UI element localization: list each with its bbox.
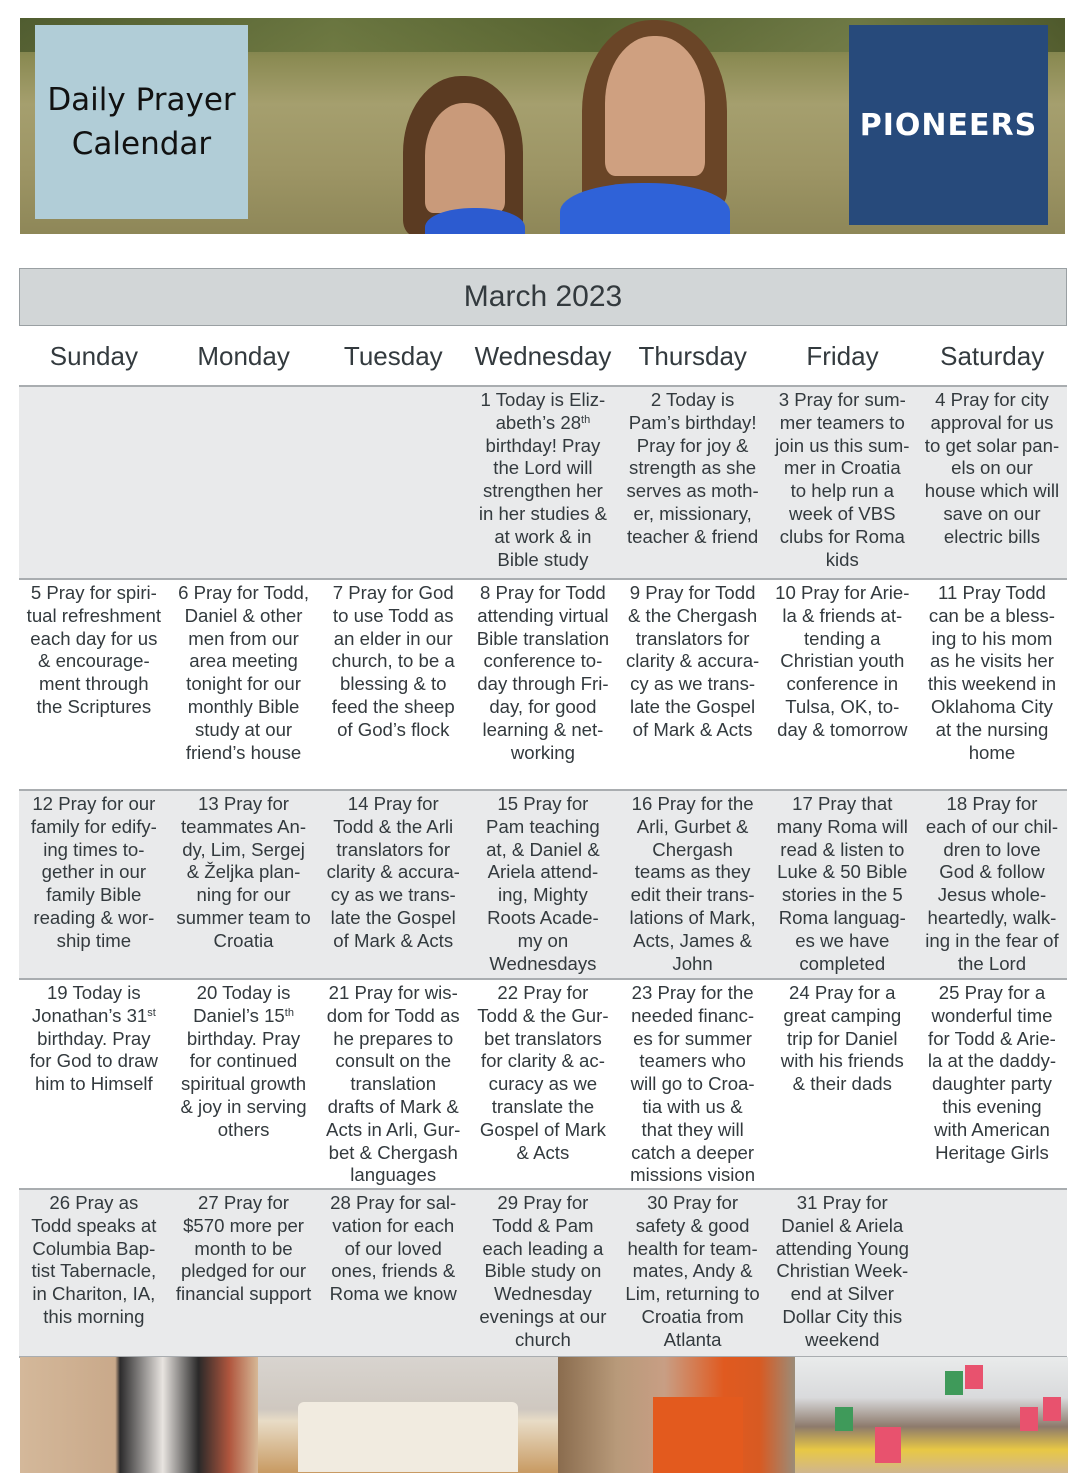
month-header — [19, 268, 1067, 326]
day-cell-19 — [19, 980, 169, 1188]
day-cell-11: 11 Pray Todd can be a bless- ing to his mom as he visits her this weekend in Oklahoma City at the nursing home — [927, 582, 1057, 763]
ordinal-suffix: th — [284, 1006, 294, 1019]
day-cell-5: 5 Pray for spiri- tual refreshment each day for us & encourage- ment through the Scriptures — [26, 582, 162, 717]
weekday-saturday: Saturday — [940, 341, 1045, 371]
day-cell-1 — [468, 387, 618, 579]
day-text-rest: birthday! Pray the Lord will strengthen her in her studies & at work & in Bible study — [478, 434, 607, 570]
week-row-4 — [19, 978, 1067, 1188]
day-cell-3: 3 Pray for sum- mer teamers to join us this sum- mer in Croatia to help run a week of VBS clubs for Roma kids — [775, 389, 910, 570]
weekday-monday: Monday — [197, 341, 290, 371]
day-text-rest: birthday. Pray for God to draw him to Himself — [29, 1027, 158, 1095]
child-2-face — [605, 36, 705, 176]
logo-text: PIONEERS — [859, 107, 1038, 143]
day-cell-23: 23 Pray for the needed financ- es for summer teamers who will go to Croa- tia with us & that they will catch a deeper missions vision — [630, 982, 756, 1186]
pink-book — [875, 1427, 901, 1463]
day-cell-24: 24 Pray for a great camping trip for Daniel with his friends & their dads — [780, 982, 904, 1095]
ordinal-suffix: st — [147, 1006, 156, 1019]
day-cell-20 — [169, 980, 319, 1188]
week-row-1 — [19, 385, 1067, 579]
footer-photo-strip — [20, 1357, 1068, 1473]
weekday-friday: Friday — [806, 341, 879, 371]
day-cell-2: 2 Today is Pam’s birthday! Pray for joy & strength as she serves as moth- er, missionary, teacher & friend — [626, 389, 759, 547]
day-text: 1 Today is Eliz- abeth’s 28 — [480, 389, 606, 433]
green-book — [945, 1371, 963, 1395]
day-text: 20 Today is Daniel’s 15 — [193, 982, 291, 1026]
weekday-header-row — [19, 330, 1067, 382]
pink-book — [1043, 1397, 1061, 1421]
page-title: Daily Prayer Calendar — [47, 82, 236, 162]
orange-book — [653, 1397, 743, 1473]
day-cell-12: 12 Pray for our family for edify- ing times to- gether in our family Bible reading & wor- ship time — [30, 793, 157, 951]
day-cell-4: 4 Pray for city approval for us to get solar pan- els on our house which will save on our electric bills — [924, 389, 1060, 547]
day-cell-22: 22 Pray for Todd & the Gur- bet translators for clarity & ac- curacy as we translate the Gospel of Mark & Acts — [477, 982, 609, 1163]
day-cell-21: 21 Pray for wis- dom for Todd as he prepares to consult on the translation drafts of Mark & Acts in Arli, Gur- bet & Chergash languages — [326, 982, 461, 1186]
ordinal-suffix: th — [581, 413, 591, 426]
child-2-shirt — [560, 183, 730, 234]
pink-book — [1020, 1407, 1038, 1431]
day-cell-27: 27 Pray for $570 more per month to be pledged for our financial support — [175, 1192, 312, 1305]
day-text-rest: birthday. Pray for continued spiritual growth & joy in serving others — [180, 1027, 307, 1140]
day-cell-31: 31 Pray for Daniel & Ariela attending Young Christian Week- end at Silver Dollar City this weekend — [775, 1192, 909, 1350]
day-cell-empty — [318, 387, 468, 579]
day-cell-26: 26 Pray as Todd speaks at Columbia Bap- tist Tabernacle, in Chariton, IA, this morning — [31, 1192, 157, 1327]
day-cell-18: 18 Pray for each of our chil- dren to love God & follow Jesus whole- heartedly, walk- ing in the fear of the Lord — [925, 793, 1059, 974]
day-cell-13: 13 Pray for teammates An- dy, Lim, Sergej & Željka plan- ning for our summer team to Croatia — [176, 793, 311, 951]
child-1-face — [425, 103, 505, 213]
day-cell-empty — [19, 387, 169, 579]
open-book — [298, 1402, 518, 1472]
day-cell-10: 10 Pray for Arie- la & friends at- tending a Christian youth conference in Tulsa, OK, to- day & tomorrow — [775, 582, 910, 740]
photo-woman-reading-aloud — [558, 1357, 795, 1473]
green-book — [835, 1407, 853, 1431]
weekday-sunday: Sunday — [49, 341, 138, 371]
photo-bible-storybooks — [258, 1357, 558, 1473]
day-cell-6: 6 Pray for Todd, Daniel & other men from our area meeting tonight for our monthly Bible study at our friend’s house — [178, 582, 309, 763]
week-row-5 — [19, 1188, 1067, 1358]
weekday-tuesday: Tuesday — [343, 341, 443, 371]
day-cell-25: 25 Pray for a wonderful time for Todd & Arie- la at the daddy- daughter party this evening with American Heritage Girls — [927, 982, 1057, 1163]
day-cell-8: 8 Pray for Todd attending virtual Bible translation conference to- day through Fri- day, for good learning & net- working — [476, 582, 610, 763]
day-text: 19 Today is Jonathan’s 31 — [31, 982, 148, 1026]
pink-book — [965, 1365, 983, 1389]
day-cell-28: 28 Pray for sal- vation for each of our loved ones, friends & Roma we know — [329, 1192, 457, 1305]
title-box — [35, 25, 248, 219]
week-row-2 — [19, 578, 1067, 788]
week-row-3 — [19, 789, 1067, 979]
photo-woman-reading — [20, 1357, 258, 1473]
day-cell-9: 9 Pray for Todd & the Chergash translators for clarity & accura- cy as we trans- late the Gospel of Mark & Acts — [625, 582, 760, 740]
weekday-wednesday: Wednesday — [474, 341, 612, 371]
photo-group-with-books — [795, 1357, 1068, 1473]
day-cell-empty — [917, 1190, 1067, 1356]
weekday-thursday: Thursday — [638, 341, 747, 371]
pioneers-logo — [849, 25, 1048, 225]
day-cell-30: 30 Pray for safety & good health for team- mates, Andy & Lim, returning to Croatia from Atlanta — [625, 1192, 760, 1350]
day-cell-7: 7 Pray for God to use Todd as an elder in our church, to be a blessing & to feed the sheep of God’s flock — [331, 582, 455, 740]
day-cell-15: 15 Pray for Pam teaching at, & Daniel & Ariela attend- ing, Mighty Roots Acade- my on Wednesdays — [486, 793, 600, 974]
day-cell-16: 16 Pray for the Arli, Gurbet & Chergash teams as they edit their trans- lations of Mark, Acts, James & John — [629, 793, 756, 974]
day-cell-17: 17 Pray that many Roma will read & listen to Luke & 50 Bible stories in the 5 Roma languag- es we have completed — [776, 793, 908, 974]
day-cell-29: 29 Pray for Todd & Pam each leading a Bible study on Wednesday evenings at our church — [479, 1192, 607, 1350]
day-cell-empty — [169, 387, 319, 579]
day-cell-14: 14 Pray for Todd & the Arli translators for clarity & accura- cy as we trans- late the Gospel of Mark & Acts — [326, 793, 460, 951]
month-title: March 2023 — [463, 280, 623, 313]
